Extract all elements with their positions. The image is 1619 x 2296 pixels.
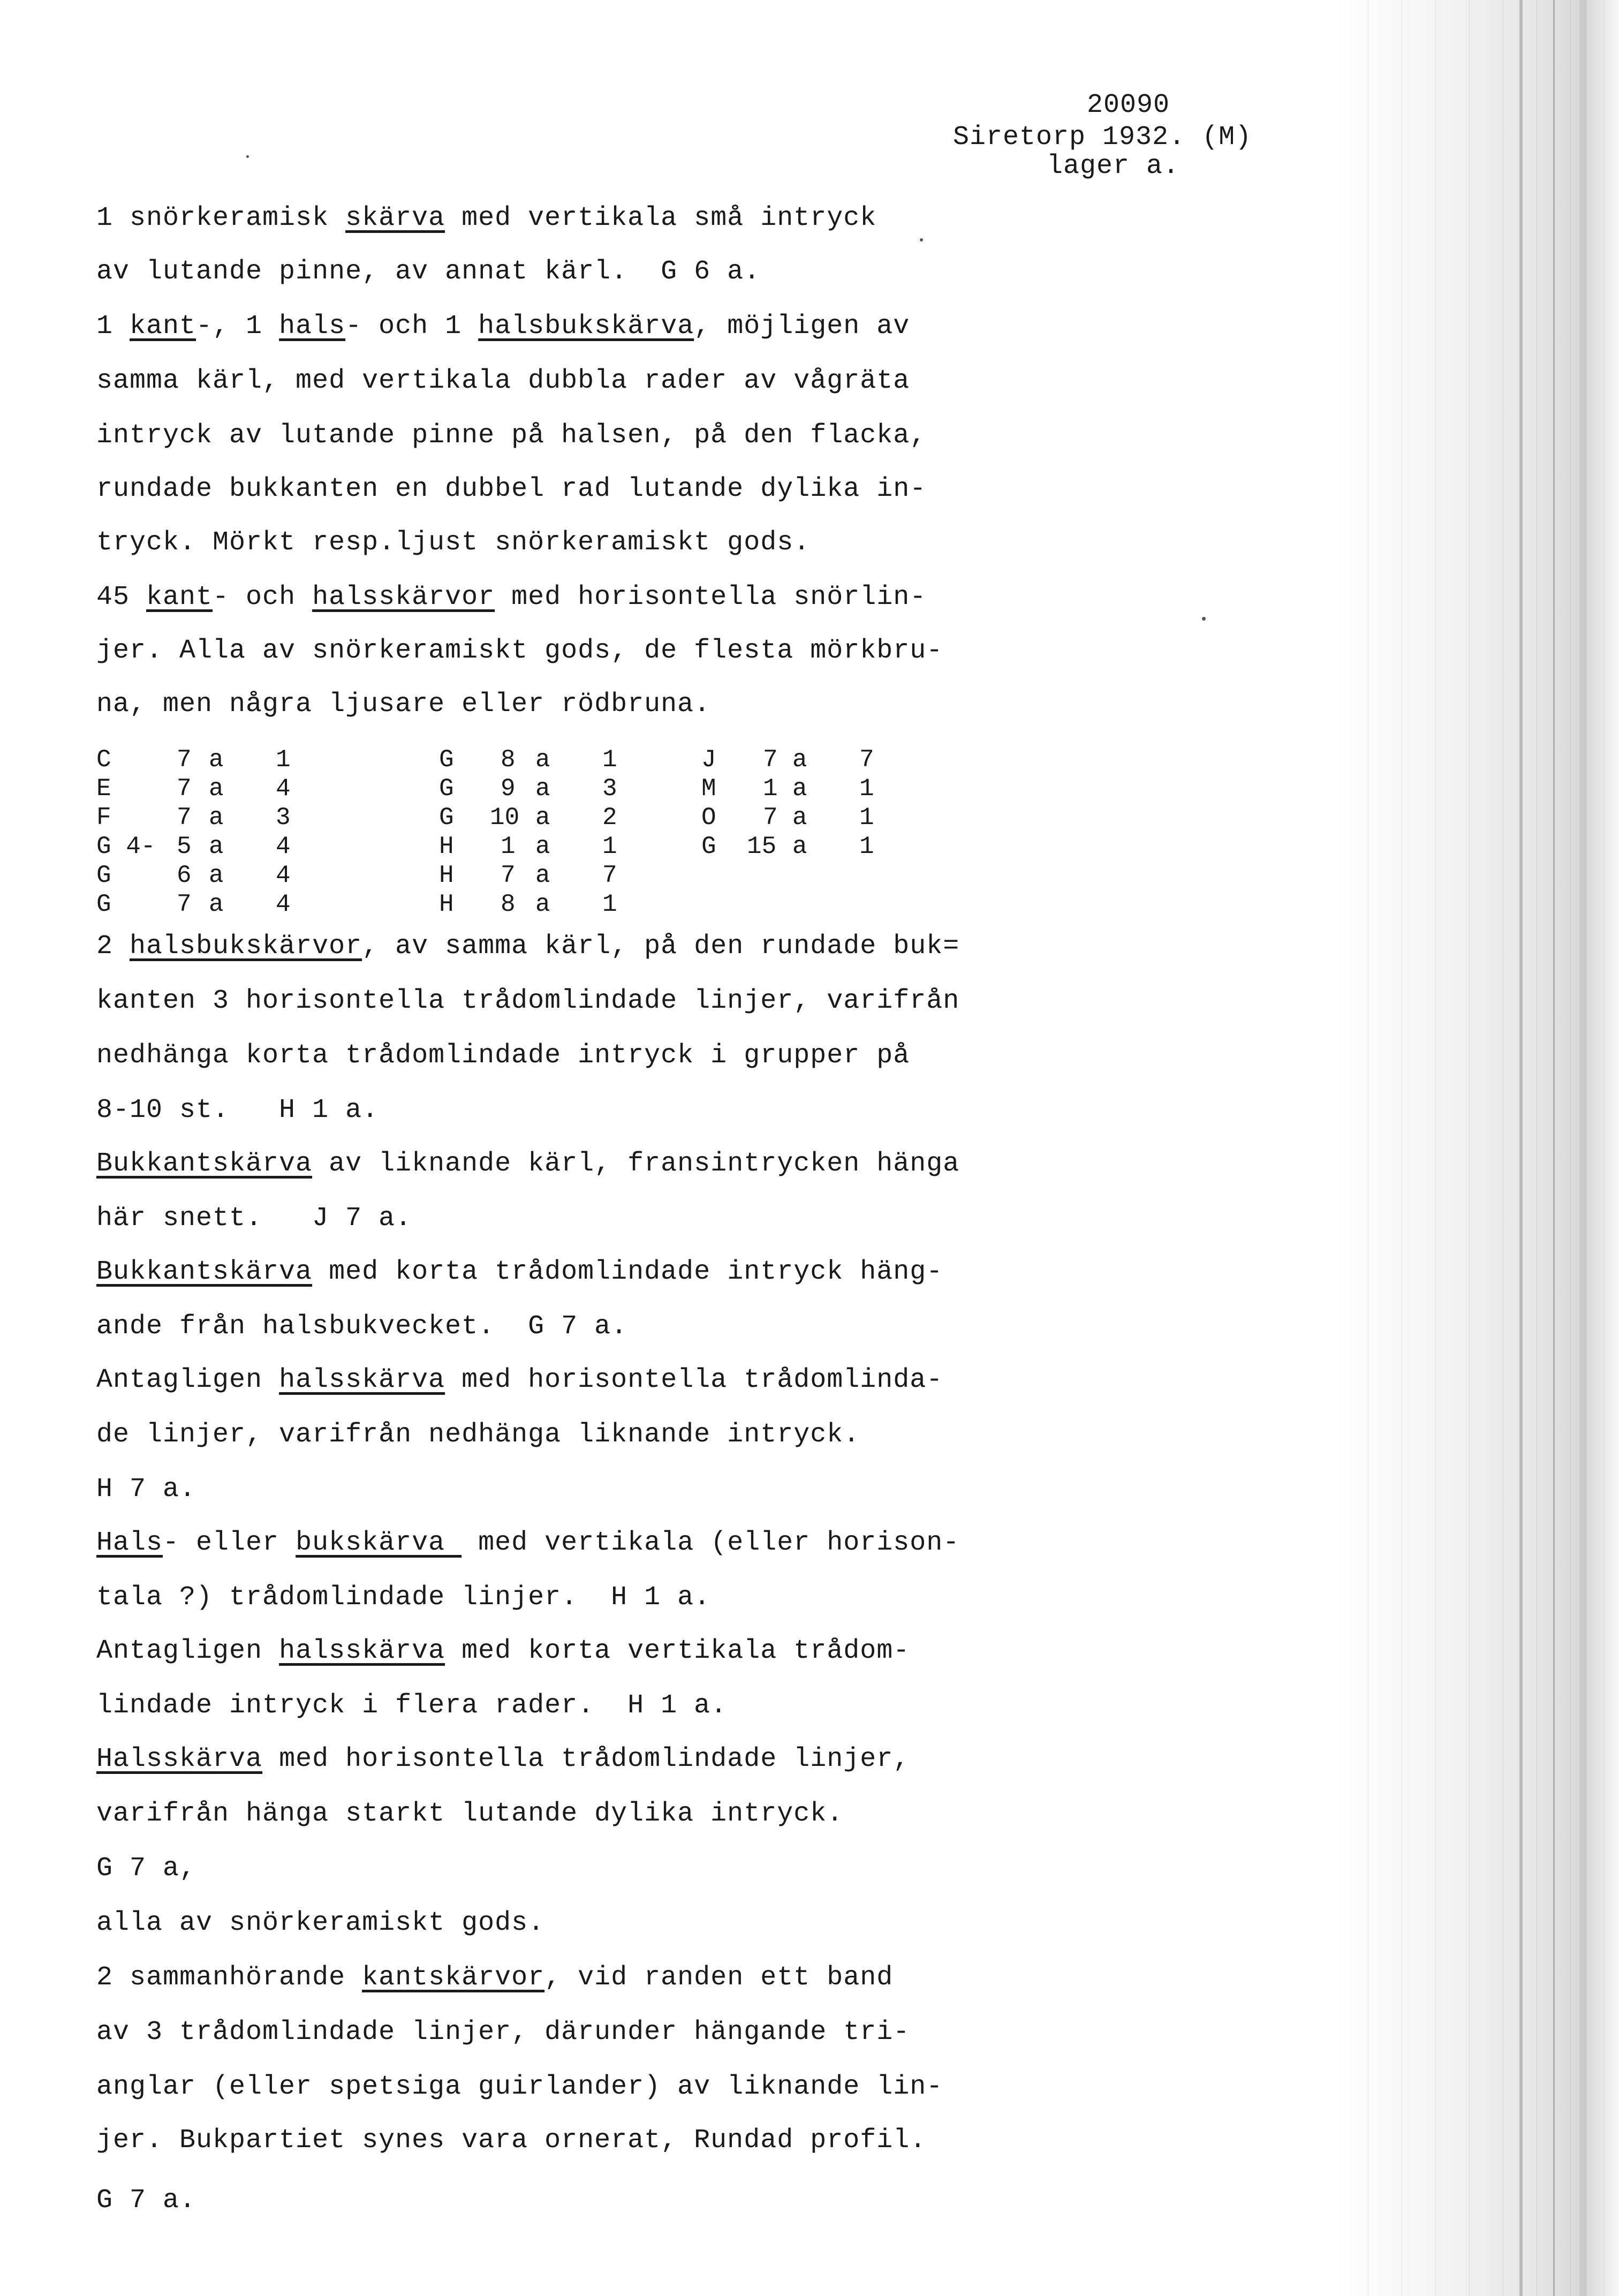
table-cell-count: 1 — [276, 746, 291, 774]
table-cell-number: 7 — [763, 746, 778, 774]
text-line: rundade bukkanten en dubbel rad lutande dylika in- — [96, 474, 927, 504]
underlined-term: hals — [279, 311, 346, 342]
table-cell-count: 1 — [859, 804, 874, 832]
text-line: 2 halsbukskärvor, av samma kärl, på den rundade buk= — [96, 931, 960, 962]
table-cell-square: J — [701, 746, 716, 774]
underlined-term: halsskärva — [279, 1365, 445, 1395]
table-cell-layer: a — [535, 862, 550, 889]
table-cell-layer: a — [792, 775, 807, 803]
text-line: 45 kant- och halsskärvor med horisontella snörlin- — [96, 582, 927, 613]
table-cell-count: 3 — [276, 804, 291, 832]
table-cell-number: 7 — [177, 890, 192, 918]
text-line: Bukkantskärva med korta trådomlindade intryck häng- — [96, 1257, 943, 1287]
table-cell-square: H — [439, 890, 454, 918]
text-line: 1 snörkeramisk skärva med vertikala små intryck — [96, 203, 877, 233]
underlined-term: kant — [130, 311, 196, 342]
table-cell-square: G — [439, 804, 454, 832]
text-line: Antagligen halsskärva med korta vertikala trådom- — [96, 1636, 910, 1666]
text-line: alla av snörkeramiskt gods. — [96, 1908, 545, 1938]
table-cell-square: F — [96, 804, 111, 832]
table-cell-number: 1 — [501, 833, 516, 860]
text-line: Hals- eller bukskärva med vertikala (eller horison- — [96, 1528, 960, 1558]
underlined-term: kant — [146, 582, 213, 613]
text-line: samma kärl, med vertikala dubbla rader av vågräta — [96, 366, 910, 396]
text-line: lindade intryck i flera rader. H 1 a. — [96, 1690, 728, 1721]
table-cell-layer: a — [209, 833, 224, 860]
table-cell-square: G — [439, 775, 454, 803]
text-line: na, men några ljusare eller rödbruna. — [96, 689, 711, 720]
underlined-term: bukskärva — [296, 1528, 462, 1558]
table-cell-number: 1 — [763, 775, 778, 803]
table-cell-count: 4 — [276, 862, 291, 889]
underlined-term: kantskärvor — [362, 1962, 545, 1993]
catalog-number: 20090 — [1087, 90, 1170, 120]
table-cell-count: 4 — [276, 775, 291, 803]
text-line: av lutande pinne, av annat kärl. G 6 a. — [96, 256, 761, 287]
table-cell-number: 7 — [177, 746, 192, 774]
table-cell-square: H — [439, 862, 454, 889]
text-line: kanten 3 horisontella trådomlindade linjer, varifrån — [96, 986, 960, 1016]
table-cell-count: 7 — [602, 862, 617, 889]
table-cell-square: O — [701, 804, 716, 832]
text-line: G 7 a, — [96, 1853, 196, 1884]
underlined-term: Bukkantskärva — [96, 1149, 313, 1179]
text-line: ande från halsbukvecket. G 7 a. — [96, 1311, 628, 1342]
table-cell-number: 7 — [177, 775, 192, 803]
underlined-term: Halsskärva — [96, 1744, 263, 1774]
underlined-term: halsbukskärva — [478, 311, 694, 342]
table-cell-count: 1 — [859, 775, 874, 803]
text-line: tala ?) trådomlindade linjer. H 1 a. — [96, 1582, 711, 1613]
table-cell-layer: a — [535, 775, 550, 803]
text-line: 8-10 st. H 1 a. — [96, 1095, 379, 1126]
site-and-year: Siretorp 1932. (M) — [953, 122, 1252, 153]
table-cell-layer: a — [209, 862, 224, 889]
table-cell-square: G — [701, 833, 716, 860]
underlined-term: halsskärva — [279, 1636, 445, 1666]
binding-line — [1553, 0, 1555, 2296]
underlined-term: Bukkantskärva — [96, 1257, 313, 1287]
underlined-term: skärva — [345, 203, 445, 233]
paper-speck — [246, 155, 249, 158]
text-line: Antagligen halsskärva med horisontella trådomlinda- — [96, 1365, 943, 1395]
table-cell-layer: a — [535, 890, 550, 918]
book-binding-edge — [1335, 0, 1619, 2296]
text-line: G 7 a. — [96, 2185, 196, 2216]
text-line: nedhänga korta trådomlindade intryck i grupper på — [96, 1040, 910, 1071]
table-cell-count: 7 — [859, 746, 874, 774]
text-line: av 3 trådomlindade linjer, därunder hängande tri- — [96, 2017, 910, 2048]
table-cell-number: 15 — [747, 833, 777, 860]
table-cell-layer: a — [209, 804, 224, 832]
table-cell-layer: a — [792, 804, 807, 832]
underlined-term: halsbukskärvor — [130, 931, 362, 962]
table-cell-layer: a — [209, 746, 224, 774]
table-cell-count: 2 — [602, 804, 617, 832]
text-line: anglar (eller spetsiga guirlander) av liknande lin- — [96, 2072, 943, 2102]
table-cell-count: 3 — [602, 775, 617, 803]
table-cell-number: 5 — [177, 833, 192, 860]
text-line: 1 kant-, 1 hals- och 1 halsbukskärva, möjligen av — [96, 311, 910, 342]
table-cell-layer: a — [792, 746, 807, 774]
table-cell-number: 9 — [501, 775, 516, 803]
table-cell-number: 7 — [501, 862, 516, 889]
underlined-term: halsskärvor — [312, 582, 495, 613]
table-cell-count: 4 — [276, 833, 291, 860]
table-cell-square: M — [701, 775, 716, 803]
text-line: tryck. Mörkt resp.ljust snörkeramiskt gods. — [96, 527, 811, 558]
table-cell-number: 10 — [490, 804, 520, 832]
table-cell-number: 7 — [763, 804, 778, 832]
table-cell-layer: a — [535, 833, 550, 860]
table-cell-layer: a — [209, 890, 224, 918]
table-cell-number: 7 — [177, 804, 192, 832]
table-cell-square: G 4- — [96, 833, 156, 860]
table-cell-square: H — [439, 833, 454, 860]
text-line: H 7 a. — [96, 1474, 196, 1505]
text-line: 2 sammanhörande kantskärvor, vid randen ett band — [96, 1962, 894, 1993]
table-cell-square: G — [96, 862, 111, 889]
paper-speck — [920, 238, 923, 241]
table-cell-number: 8 — [501, 890, 516, 918]
layer-label: lager a. — [1047, 151, 1180, 182]
paper-speck — [1202, 617, 1206, 621]
table-cell-square: C — [96, 746, 111, 774]
table-cell-number: 8 — [501, 746, 516, 774]
text-line: Halsskärva med horisontella trådomlindade linjer, — [96, 1744, 910, 1774]
table-cell-layer: a — [792, 833, 807, 860]
binding-line — [1579, 0, 1587, 2296]
table-cell-square: G — [439, 746, 454, 774]
text-line: varifrån hänga starkt lutande dylika intryck. — [96, 1799, 844, 1829]
binding-line — [1519, 0, 1523, 2296]
table-cell-number: 6 — [177, 862, 192, 889]
text-line: Bukkantskärva av liknande kärl, fransintrycken hänga — [96, 1149, 960, 1179]
table-cell-square: E — [96, 775, 111, 803]
table-cell-count: 1 — [602, 746, 617, 774]
table-cell-layer: a — [535, 746, 550, 774]
table-cell-layer: a — [209, 775, 224, 803]
table-cell-count: 1 — [602, 890, 617, 918]
text-line: här snett. J 7 a. — [96, 1203, 412, 1234]
table-cell-count: 1 — [602, 833, 617, 860]
text-line: jer. Bukpartiet synes vara ornerat, Rundad profil. — [96, 2125, 927, 2156]
underlined-term: Hals — [96, 1528, 163, 1558]
text-line: de linjer, varifrån nedhänga liknande intryck. — [96, 1419, 860, 1450]
table-cell-layer: a — [535, 804, 550, 832]
table-cell-count: 4 — [276, 890, 291, 918]
text-line: intryck av lutande pinne på halsen, på den flacka, — [96, 420, 927, 451]
table-cell-square: G — [96, 890, 111, 918]
text-line: jer. Alla av snörkeramiskt gods, de flesta mörkbru- — [96, 636, 943, 666]
table-cell-count: 1 — [859, 833, 874, 860]
